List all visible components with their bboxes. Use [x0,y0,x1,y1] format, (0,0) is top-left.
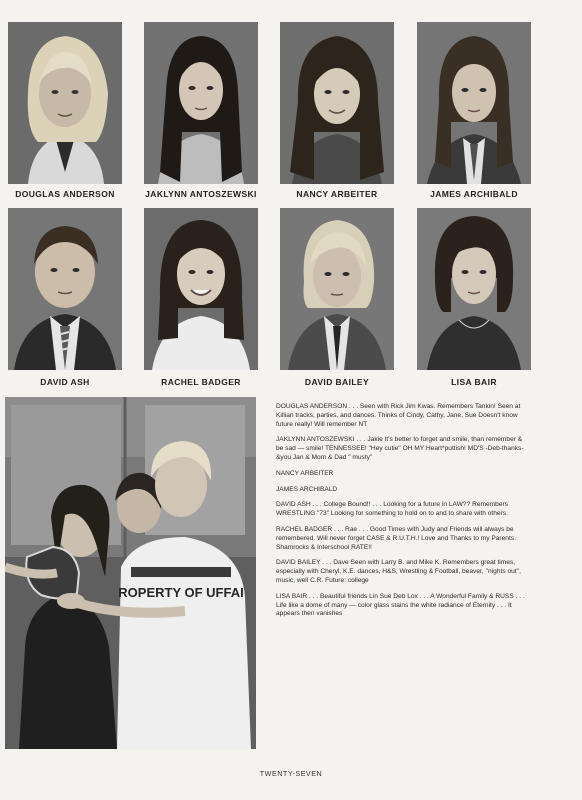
portrait-photo [280,22,394,184]
portrait-image [280,22,394,184]
candid-photo [5,397,256,749]
student-name: DAVID BAILEY [304,377,370,387]
portrait-photo [280,208,394,370]
portrait-photo [417,208,531,370]
bio-entry: JAMES ARCHIBALD [276,485,338,493]
bio-entry: RACHEL BADGER . . . Rae . . . Good Times with Judy and Friends will always be remembered. Will never forget CASE & R.U.T.H.! Love and Thanks to my Parents. Shamrocks & Interschool RATE!! [276,525,516,551]
portrait-photo [8,208,122,370]
student-name: RACHEL BADGER [161,377,241,387]
portrait-image [417,208,531,370]
student-name: DAVID ASH [40,377,90,387]
portrait-image [144,208,258,370]
student-name: LISA BAIR [451,377,497,387]
bio-entry: DOUGLAS ANDERSON . . . Seen with Rick Jim Kwas. Remembers Tankin! Seen at Killian tracks, parties, and dances. Thinks of Cindy, Cathy, Jane, Sue Doesn't know future really! Will remember NT [276,403,521,428]
portrait-image [280,208,394,370]
bio-entry: NANCY ARBEITER [276,469,334,477]
portrait-image [8,208,122,370]
bio-entry: LISA BAIR . . . Beautiful friends Lin Sue Deb Lox . . . A Wonderful Family & RUSS . . . Life like a dome of many — color glass stains the white radiance of Eternity . . . It appears then vanishes [276,592,525,618]
portrait-photo [8,22,122,184]
student-name: JAMES ARCHIBALD [430,189,518,199]
portrait-photo [144,22,258,184]
student-bios [276,403,530,626]
bio-entry: DAVID ASH . . . College Bound!! . . . Looking for a future in LAW?? Remembers WRESTLING "73" Looking for something to hold on to and to share with others. [276,501,508,518]
page-number: TWENTY-SEVEN [259,769,323,778]
portrait-photo [417,22,531,184]
shirt-text: ROPERTY OF UFFAI [118,585,244,600]
student-name: JAKLYNN ANTOSZEWSKI [145,189,257,199]
bio-entry: DAVID BAILEY . . . Dave Seen with Larry B. and Mike K. Remembers great times, especially with Cheryl, K.E. dances, H&S, Wrestling & Football, beaver, ''nights out'', music, well C.R. Future: college [276,559,521,584]
portrait-image [144,22,258,184]
portrait-photo [144,208,258,370]
student-name: NANCY ARBEITER [296,189,378,199]
student-name: DOUGLAS ANDERSON [15,189,115,199]
candid-image [5,397,256,749]
portrait-image [417,22,531,184]
bio-entry: JAKLYNN ANTOSZEWSKI . . . Jakie It's better to forget and smile, than remember & be sad — smile! TENNESSEE! "Hey cutie" OH MY Heart*puttish! MD'S -Deb-thanks-&you Jan & Mom & Dad " musty" [276,436,524,461]
portrait-image [8,22,122,184]
